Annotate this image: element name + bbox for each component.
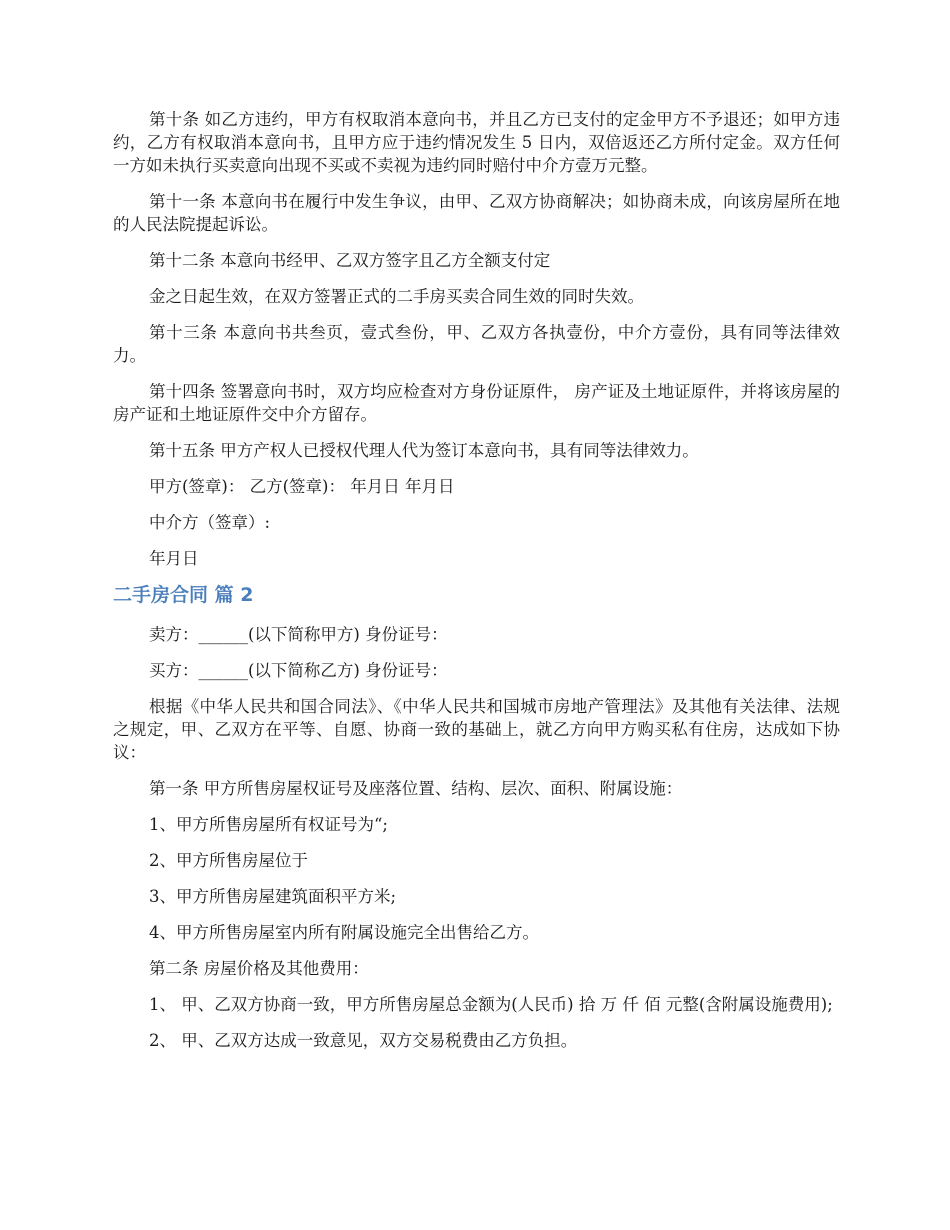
article-2: 第二条 房屋价格及其他费用： <box>149 959 369 978</box>
article-1-item-4: 4、甲方所售房屋室内所有附属设施完全出售给乙方。 <box>149 923 539 942</box>
signature-line-parties: 甲方(签章)： 乙方(签章)： 年月日 年月日 <box>149 477 455 496</box>
article-15: 第十五条 甲方产权人已授权代理人代为签订本意向书，具有同等法律效力。 <box>149 441 699 460</box>
article-1-item-3: 3、甲方所售房屋建筑面积平方米; <box>149 887 397 906</box>
article-13: 第十三条 本意向书共叁页，壹式叁份，甲、乙双方各执壹份，中介方壹份，具有同等法律效力。 <box>113 323 840 365</box>
article-14: 第十四条 签署意向书时，双方均应检查对方身份证原件， 房产证及土地证原件，并将该房屋的房产证和土地证原件交中介方留存。 <box>113 382 840 424</box>
section-heading: 二手房合同 篇 2 <box>113 584 254 606</box>
signature-date: 年月日 <box>149 549 199 568</box>
article-12-continued: 金之日起生效，在双方签署正式的二手房买卖合同生效的同时失效。 <box>149 287 644 306</box>
article-12: 第十二条 本意向书经甲、乙双方签字且乙方全额支付定 <box>149 251 551 270</box>
article-1: 第一条 甲方所售房屋权证号及座落位置、结构、层次、面积、附属设施： <box>149 779 683 798</box>
article-11: 第十一条 本意向书在履行中发生争议，由甲、乙双方协商解决；如协商未成，向该房屋所在地的人民法院提起诉讼。 <box>113 192 840 234</box>
preamble: 根据《中华人民共和国合同法》、《中华人民共和国城市房地产管理法》及其他有关法律、法规之规定，甲、乙双方在平等、自愿、协商一致的基础上，就乙方向甲方购买私有住房，达成如下协议： <box>113 697 840 762</box>
article-1-item-1: 1、甲方所售房屋所有权证号为“; <box>149 815 388 834</box>
article-2-item-1: 1、 甲、乙双方协商一致，甲方所售房屋总金额为(人民币) 拾 万 仟 佰 元整(含附属设施费用); <box>149 995 833 1014</box>
buyer-line: 买方：______(以下简称乙方) 身份证号： <box>149 661 448 680</box>
document-page <box>113 108 840 1065</box>
article-2-item-2: 2、 甲、乙双方达成一致意见，双方交易税费由乙方负担。 <box>149 1031 578 1050</box>
article-10: 第十条 如乙方违约，甲方有权取消本意向书，并且乙方已支付的定金甲方不予退还；如甲方违约，乙方有权取消本意向书，且甲方应于违约情况发生 5 日内，双倍返还乙方所付定金。双方任何一方如未执行买卖意向出现不买或不卖视为违约同时赔付中介方壹万元整。 <box>113 110 840 175</box>
article-1-item-2: 2、甲方所售房屋位于 <box>149 851 308 870</box>
signature-line-agent: 中介方（签章）: <box>149 513 271 532</box>
seller-line: 卖方：______(以下简称甲方) 身份证号： <box>149 625 448 644</box>
